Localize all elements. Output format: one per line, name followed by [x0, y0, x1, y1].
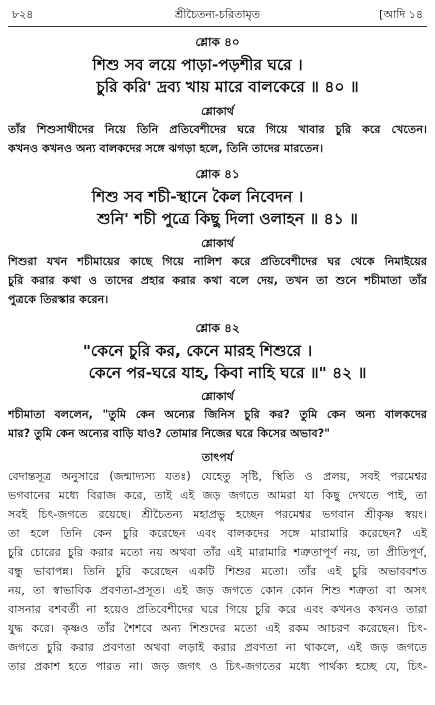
verse-line: শুনি' শচী পুত্রে কিছু দিলা ওলাহন ॥ ৪১ ॥ — [97, 210, 358, 228]
translation-line: শচীমাতা বললেন, "তুমি কেন অন্যের জিনিস চুরি কর? তুমি কেন অন্য বালকদের — [8, 408, 427, 421]
purport-line: জগতে চুরি করার প্রবণতা অথবা লড়াই করার প্রবণতা না থাকলে, এই জড় জগতে — [8, 641, 427, 654]
verse-heading: শ্লোক ৪১ — [195, 167, 240, 181]
purport-line: বাসনার বশবর্তী না হয়েও প্রতিবেশীদের ঘরে গিয়ে চুরি করে এবং কখনও কখনও তারা — [8, 603, 427, 616]
purport-label: তাৎপর্য — [201, 451, 234, 464]
translation-label: শ্লোকার্থ — [201, 390, 234, 403]
translation-line: মার? তুমি কেন অন্যের বাড়ি যাও? তোমার নিজের ঘরে কিসের অভাব?" — [8, 427, 330, 440]
verse-line: কেনে পর-ঘরে যাহ, কিবা নাহি ঘরে ॥" ৪২ ॥ — [88, 364, 367, 382]
book-title: শ্রীচৈতন্য-চরিতামৃত — [175, 8, 260, 21]
purport-line: তার প্রকাশ হতে পারত না। জড় জগৎ ও চিৎ-জগতের মধ্যে পার্থক্য হচ্ছে যে, চিৎ- — [8, 660, 427, 673]
purport-line: যুদ্ধ করে। কৃষ্ণও তাঁর শৈশবে অন্য শিশুদের মতো এই রকম আচরণ করেছেন। চিৎ- — [8, 622, 427, 635]
purport-line: চুরি চোরের চুরি করার মতো নয় অথবা তাঁর এই মারামারি শত্রুতাপূর্ণ নয়, তা প্রীতিপূর্ণ, — [8, 546, 427, 559]
header-rule — [8, 26, 427, 27]
purport-line: তা হলে তিনি কেন চুরি করেছেন এবং বালকদের সঙ্গে মারামারি করেছেন? এই — [8, 527, 427, 540]
verse-line: শিশু সব শচী-স্থানে কৈল নিবেদন । — [91, 188, 304, 206]
purport-line: সবই চিৎ-জগতে রয়েছে। শ্রীচৈতন্য মহাপ্রভু হচ্ছেন পরমেশ্বর ভগবান শ্রীকৃষ্ণ স্বয়ং। — [8, 508, 427, 521]
purport-line: বন্ধু ভাবাপন্ন। তিনি চুরি করেছেন একটি শিশুর মতো। তাঁর এই চুরি অভাববশত — [8, 565, 427, 578]
translation-label: শ্লোকার্থ — [201, 237, 234, 250]
verse-line: চুরি করি' দ্রব্য খায় মারে বালকেরে ॥ ৪০ ॥ — [96, 78, 359, 96]
translation-line: তাঁর শিশুসাথীদের নিয়ে তিনি প্রতিবেশীদের ঘরে গিয়ে খাবার চুরি করে খেতেন। — [8, 123, 427, 136]
verse-heading: শ্লোক ৪০ — [195, 35, 240, 49]
translation-line: কখনও কখনও অন্য বালকদের সঙ্গে ঝগড়া হলে, তিনি তাদের মারতেন। — [8, 142, 324, 155]
verse-heading: শ্লোক ৪২ — [195, 321, 240, 335]
translation-line: শিশুরা যখন শচীমায়ের কাছে গিয়ে নালিশ করে প্রতিবেশীদের ঘর থেকে নিমাইয়ের — [8, 255, 427, 268]
page-number: ৮২৪ — [12, 8, 34, 21]
running-header — [10, 6, 425, 24]
chapter-reference: [আদি ১৪ — [379, 8, 423, 21]
purport-line: ভগবানের মধ্যে বিরাজ করে, তাই এই জড় জগতে আমরা যা কিছু দেখতে পাই, তা — [8, 489, 427, 502]
verse-line: শিশু সব লয়ে পাড়া-পড়শীর ঘরে । — [92, 56, 303, 74]
verse-line: "কেনে চুরি কর, কেনে মারহ শিশুরে । — [82, 342, 313, 360]
purport-line: বেদান্তসূত্র অনুসারে (জন্মাদ্যস্য যতঃ) যেহেতু সৃষ্টি, স্থিতি ও প্রলয়, সবই পরমেশ্বর — [8, 470, 427, 483]
translation-line: পুত্রকে তিরস্কার করেন। — [8, 293, 109, 306]
translation-line: চুরি করার কথা ও তাদের প্রহার করার কথা বলে দেয়, তখন তা শুনে শচীমাতা তাঁর — [8, 274, 427, 287]
purport-line: নয়, তা স্বাভাবিক প্রবণতা-প্রসূত। এই জড় জগতে কোন কোন শিশু শত্রুতা বা অসৎ — [8, 584, 427, 597]
translation-label: শ্লোকার্থ — [201, 105, 234, 118]
